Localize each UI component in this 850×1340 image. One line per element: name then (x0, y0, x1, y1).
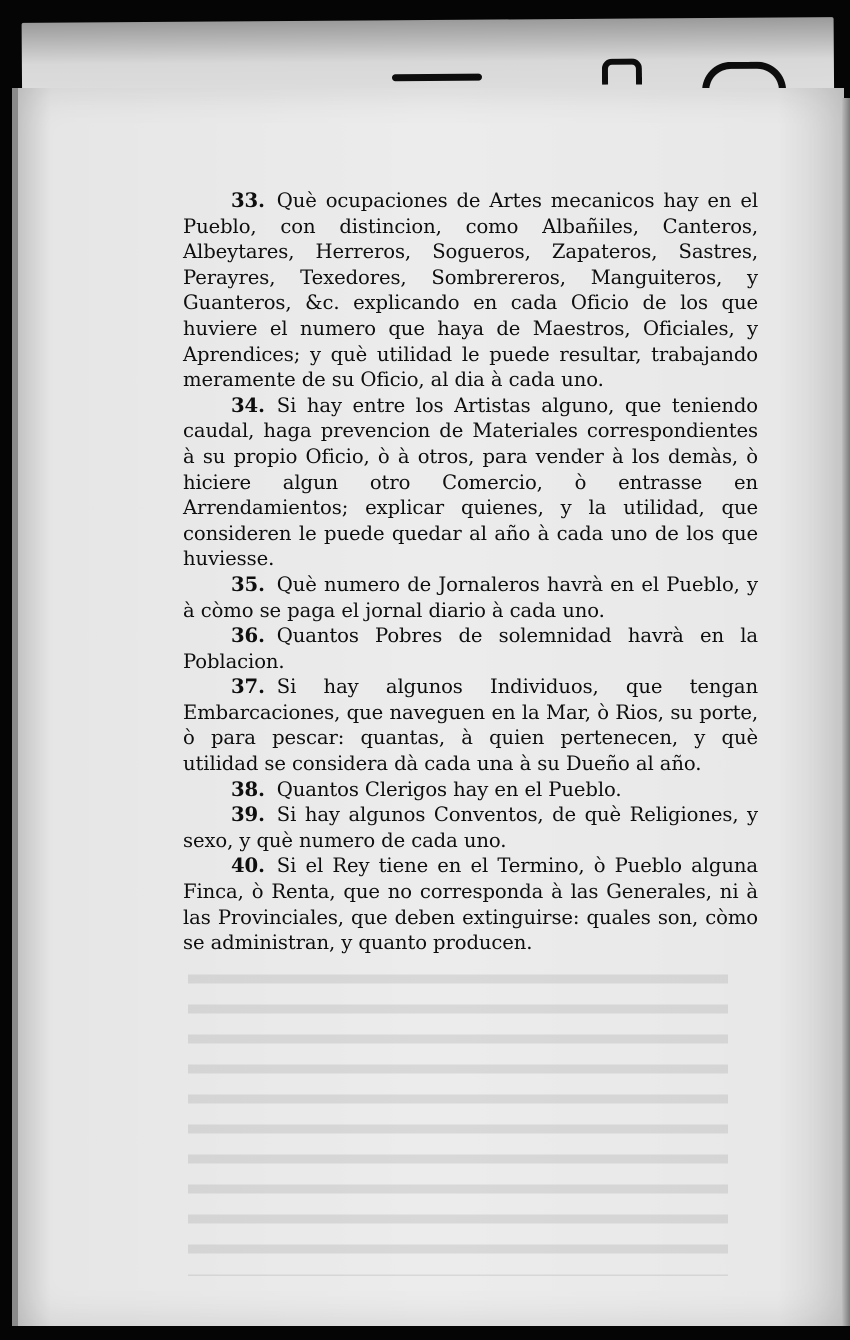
ink-stroke (392, 74, 482, 82)
question-text: Si hay algunos Conventos, de què Religiones, y sexo, y què numero de cada uno. (183, 803, 758, 852)
question-40 (183, 853, 758, 955)
question-33 (183, 188, 758, 393)
page-edge (842, 98, 850, 1326)
document-page (12, 88, 844, 1326)
question-number: 33. (231, 189, 265, 212)
question-36 (183, 623, 758, 674)
question-number: 34. (231, 393, 265, 417)
question-35 (183, 572, 758, 623)
questionnaire-text (183, 188, 758, 956)
question-number: 39. (231, 803, 265, 827)
question-text: Quantos Pobres de solemnidad havrà en la Poblacion. (183, 624, 758, 673)
question-text: Què numero de Jornaleros havrà en el Pueblo, y à còmo se paga el jornal diario à cada uno. (183, 572, 758, 622)
question-number: 36. (231, 624, 265, 648)
bleed-through-text (188, 956, 728, 1276)
question-number: 37. (231, 675, 265, 699)
question-text: Si hay algunos Individuos, que tengan Embarcaciones, que naveguen en la Mar, ò Rios, su porte, ò para pescar: quantas, à quien pertenecen, y què utilidad se considera dà cada una à su Dueño al año. (183, 675, 758, 776)
question-text: Què ocupaciones de Artes mecanicos hay en el Pueblo, con distincion, como Albañiles, Canteros, Albeytares, Herreros, Sogueros, Zapateros, Sastres, Perayres, Texedores, Sombrereros, Manguiteros, y Guanteros, &c. explicando en cada Oficio de los que huviere el numero que haya de Maestros, Oficiales, y Aprendices; y què utilidad le puede resultar, trabajando meramente de su Oficio, al dia à cada uno. (183, 189, 758, 392)
question-number: 38. (231, 777, 265, 801)
question-text: Si hay entre los Artistas alguno, que teniendo caudal, haga prevencion de Materiales correspondientes à su propio Oficio, ò à otros, para vender à los demàs, ò hiciere algun otro Comercio, ò entrasse en Arrendamientos; explicar quienes, y la utilidad, que consideren le puede quedar al año à cada uno de los que huviesse. (183, 393, 758, 571)
question-number: 40. (231, 854, 265, 878)
ink-stroke (702, 62, 786, 92)
question-text: Si el Rey tiene en el Termino, ò Pueblo alguna Finca, ò Renta, que no corresponda à las Generales, ni à las Provinciales, que deben extinguirse: quales son, còmo se administran, y quanto producen. (183, 854, 758, 955)
question-text: Quantos Clerigos hay en el Pueblo. (276, 777, 622, 801)
question-38 (183, 777, 758, 803)
question-39 (183, 802, 758, 853)
question-number: 35. (231, 572, 265, 596)
question-37 (183, 674, 758, 776)
question-34 (183, 393, 758, 572)
ink-stroke (602, 59, 642, 85)
